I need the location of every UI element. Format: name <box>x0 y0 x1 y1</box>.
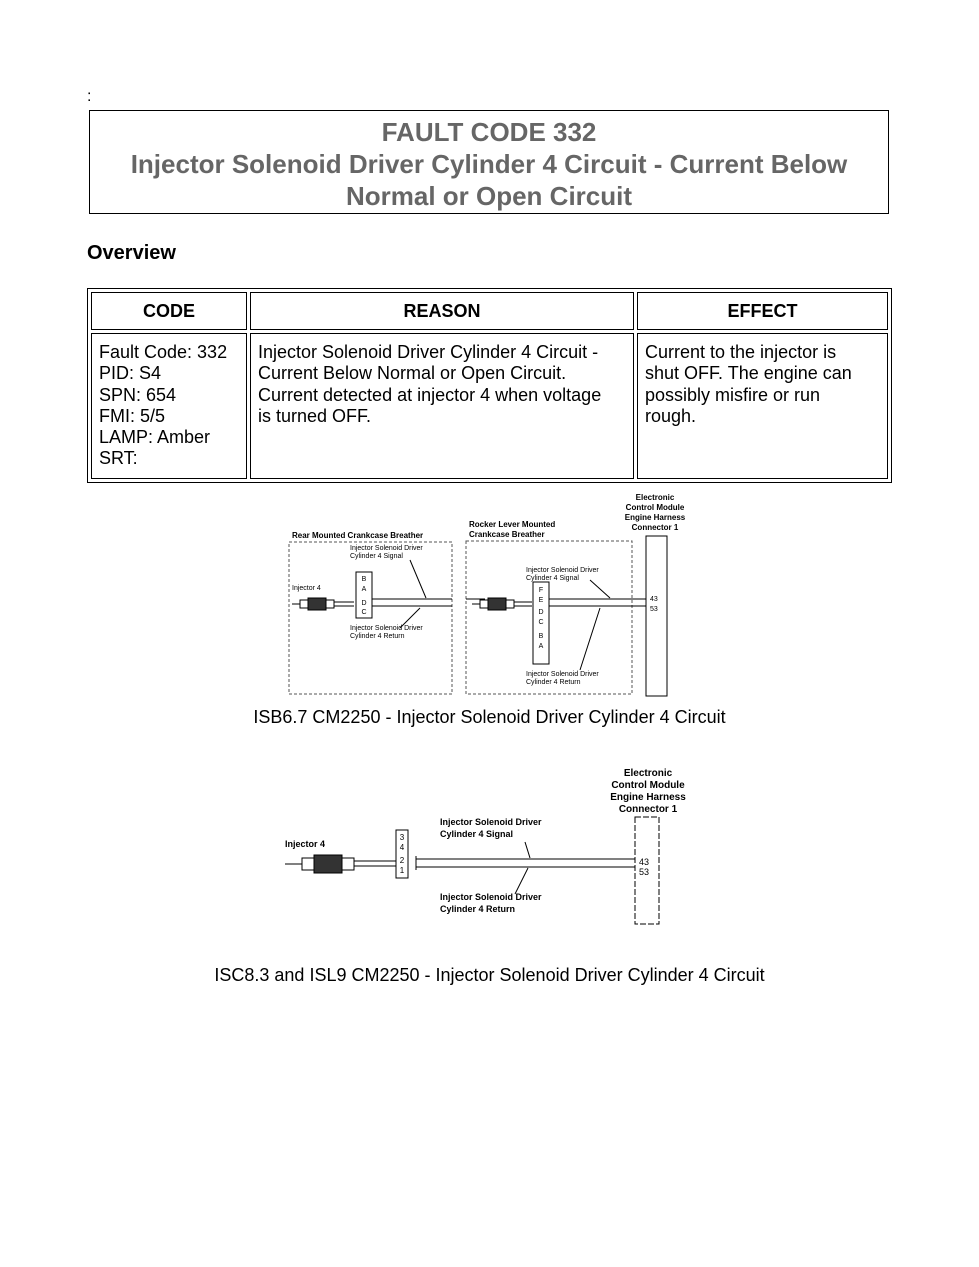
signal-label: Injector Solenoid Driver <box>350 545 423 552</box>
signal-label: Injector Solenoid Driver <box>440 817 542 827</box>
ecm-label-line: Engine Harness <box>610 792 686 803</box>
fault-description-line1: Injector Solenoid Driver Cylinder 4 Circuit - Current Below <box>130 149 848 179</box>
ecm-pin-label: 43 <box>639 857 650 867</box>
code-line: FMI: 5/5 <box>99 405 166 426</box>
figure1-caption: ISB6.7 CM2250 - Injector Solenoid Driver Cylinder 4 Circuit <box>253 707 726 727</box>
wire-harness <box>549 599 646 606</box>
page-colon: : <box>87 88 92 105</box>
reason-line: is turned OFF. <box>258 405 372 426</box>
return-label: Cylinder 4 Return <box>440 904 516 914</box>
fault-description-line2: Normal or Open Circuit <box>345 181 633 211</box>
rear-breather-label: Rear Mounted Crankcase Breather <box>292 531 424 540</box>
wire-harness <box>372 599 485 606</box>
return-label: Injector Solenoid Driver <box>350 625 423 632</box>
column-header-reason: REASON <box>250 292 634 330</box>
injector-icon <box>285 855 396 873</box>
ecm-label-line: Control Module <box>611 780 685 791</box>
effect-line: possibly misfire or run <box>645 384 821 405</box>
injector-label: Injector 4 <box>285 839 326 849</box>
injector-label: Injector 4 <box>292 585 321 592</box>
connector-pin-label: A <box>361 586 367 593</box>
ecm-label-line: Electronic <box>623 768 673 779</box>
code-cell <box>91 333 247 479</box>
injector-icon <box>472 598 532 610</box>
ecm-connector <box>646 536 667 696</box>
table-header-row <box>91 292 888 330</box>
connector-pin-label: C <box>361 609 367 616</box>
overview-table <box>87 288 892 483</box>
connector-pin-label: C <box>538 619 544 626</box>
ecm-pin-label: 53 <box>650 606 658 613</box>
signal-label: Cylinder 4 Signal <box>350 553 403 560</box>
signal-label: Cylinder 4 Signal <box>440 829 514 839</box>
connector-pin-label: B <box>361 576 367 583</box>
rocker-breather-label: Crankcase Breather <box>469 530 545 539</box>
connector-pin-label: D <box>361 600 367 607</box>
code-line: LAMP: Amber <box>99 427 211 448</box>
code-line: Fault Code: 332 <box>99 342 228 362</box>
wiring-diagram-isc83-isl9 <box>280 762 700 962</box>
connector-pin-label: 2 <box>399 856 405 865</box>
code-line: PID: S4 <box>99 363 162 384</box>
table-row <box>91 333 888 479</box>
code-line: SRT: <box>99 448 138 469</box>
rocker-breather-label: Rocker Lever Mounted <box>469 520 556 529</box>
wire-harness <box>416 842 635 894</box>
code-line: SPN: 654 <box>99 384 177 405</box>
column-header-effect: EFFECT <box>637 292 888 330</box>
connector-pin-label: 1 <box>399 866 405 875</box>
effect-line: rough. <box>645 405 697 426</box>
ecm-label-line: Connector 1 <box>631 523 679 532</box>
return-label: Cylinder 4 Return <box>526 679 581 686</box>
return-label: Cylinder 4 Return <box>350 633 405 640</box>
return-label: Injector Solenoid Driver <box>526 671 599 678</box>
connector-pin-label: D <box>538 609 544 616</box>
connector-pin-label: 4 <box>399 843 405 852</box>
connector-pin-label: A <box>538 643 544 650</box>
ecm-pin-label: 43 <box>650 596 658 603</box>
reason-cell <box>250 333 634 479</box>
figure2-caption: ISC8.3 and ISL9 CM2250 - Injector Solenoid Driver Cylinder 4 Circuit <box>214 965 765 985</box>
fault-title-box <box>89 110 889 214</box>
column-header-code: CODE <box>91 292 247 330</box>
signal-label: Injector Solenoid Driver <box>526 567 599 574</box>
ecm-label-line: Electronic <box>635 493 675 502</box>
reason-line: Current detected at injector 4 when voltage <box>258 384 602 405</box>
signal-label: Cylinder 4 Signal <box>526 575 579 582</box>
reason-line: Current Below Normal or Open Circuit. <box>258 363 567 384</box>
connector-pin-label: 3 <box>399 833 405 842</box>
wiring-diagram-isb67 <box>280 488 710 706</box>
ecm-label-line: Connector 1 <box>618 804 678 815</box>
effect-line: shut OFF. The engine can <box>645 363 852 384</box>
ecm-label-line: Control Module <box>625 503 685 512</box>
injector-icon <box>292 598 354 610</box>
ecm-pin-label: 53 <box>639 867 650 877</box>
connector-pin-label: F <box>538 587 544 594</box>
reason-line: Injector Solenoid Driver Cylinder 4 Circuit - <box>258 342 599 362</box>
effect-cell <box>637 333 888 479</box>
overview-heading: Overview <box>87 242 176 264</box>
connector-pin-label: E <box>538 597 544 604</box>
ecm-label-line: Engine Harness <box>624 513 686 522</box>
fault-code-title: FAULT CODE 332 <box>381 117 597 147</box>
effect-line: Current to the injector is <box>645 342 837 362</box>
return-label: Injector Solenoid Driver <box>440 892 542 902</box>
connector-pin-label: B <box>538 633 544 640</box>
